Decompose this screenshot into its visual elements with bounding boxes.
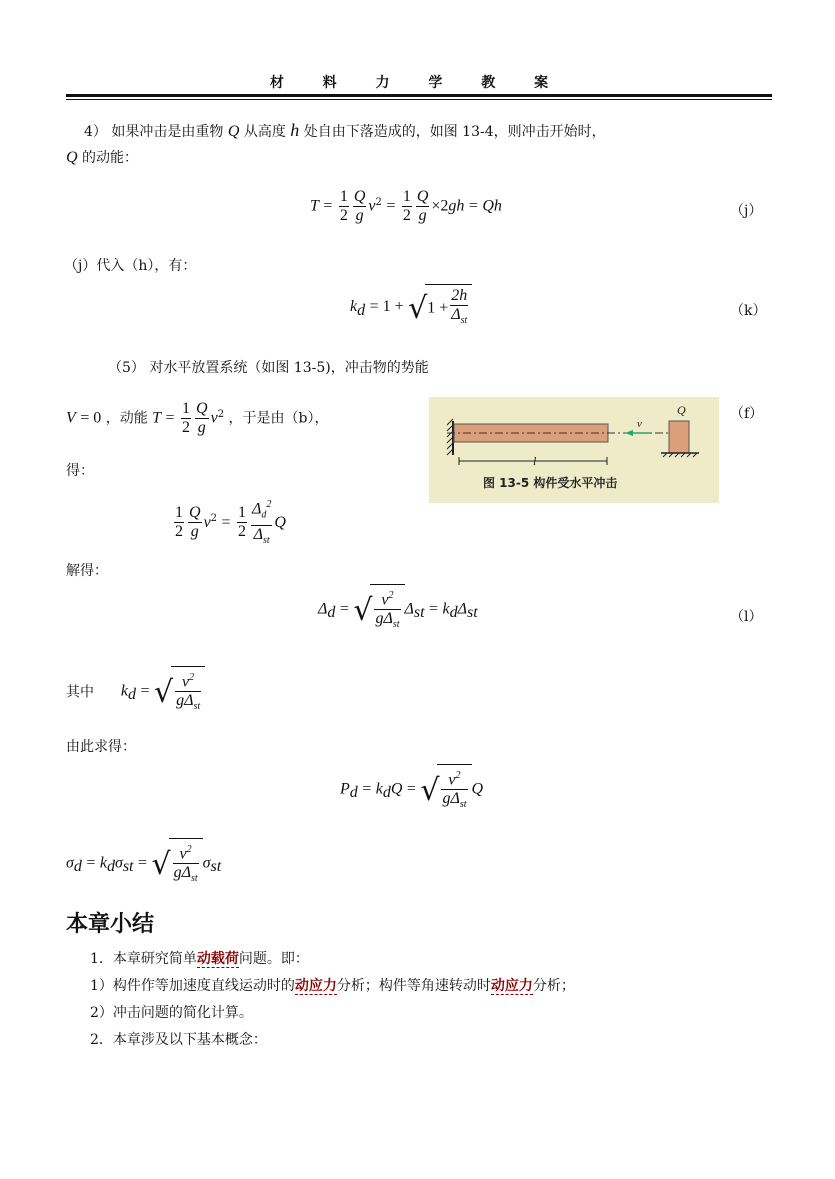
figure-label-l: l: [533, 454, 537, 468]
where-kd: 其中 $k_d$ = √ $\frac{v^2}{g\Delta_{st}}$: [66, 666, 205, 717]
summary-item3: 2）冲击问题的简化计算。: [90, 1005, 253, 1021]
para4-line1: [84, 120, 606, 141]
figure-caption: 图 13-5 构件受水平冲击: [483, 476, 618, 490]
symbol-Q: Q: [227, 123, 240, 140]
summary-item1-a: 1．本章研究简单: [90, 951, 197, 967]
summary-item2-c: 分析；: [532, 978, 575, 994]
summary-item2: [90, 975, 575, 995]
para4-line2: [66, 147, 138, 167]
para4-text-line2: 的动能：: [82, 150, 139, 166]
header-rule-thin: [66, 99, 772, 100]
solve-line: 解得：: [66, 563, 108, 579]
page-header: 材 料 力 学 教 案: [269, 75, 566, 91]
para5-de: 得：: [66, 463, 94, 479]
summary-item4: 2．本章涉及以下基本概念：: [90, 1032, 267, 1048]
equation-k-tag: （k）: [730, 303, 767, 319]
equation-l: $\Delta_d$ = √ $\frac{v^2}{g\Delta_{st}}$ $\Delta_{st} = k_d\Delta_{st}$: [318, 584, 478, 635]
figure-label-Q: Q: [677, 403, 686, 417]
summary-item2-a: 1）构件作等加速度直线运动时的: [90, 978, 295, 994]
substitute-line: （j）代入（h），有：: [64, 258, 197, 274]
figure-label-v: v: [637, 418, 642, 430]
keyword-dynamic-stress-2[interactable]: 动应力: [490, 978, 533, 994]
equation-pd: $P_d = k_dQ$ = √ $\frac{v^2}{g\Delta_{st}}$ Q: [340, 764, 483, 815]
summary-item2-b: 分析；构件等角速转动时: [336, 978, 491, 994]
where-label: 其中: [66, 684, 94, 701]
summary-item1-b: 问题。即：: [238, 951, 309, 967]
equation-j: T = $\frac{1}{2}$ $\frac{Q}{g}$ $v^2$ = $\frac{1}{2}$ $\frac{Q}{g}$ ×2gh = Qh: [310, 188, 502, 224]
equation-l-tag: （l）: [730, 609, 763, 625]
equation-k: $k_d = 1 + √1$ + $\frac{2h}{\Delta_{st}}$: [350, 284, 472, 330]
para4-text-b: 从高度: [243, 124, 286, 140]
keyword-dynamic-stress-1[interactable]: 动应力: [294, 978, 337, 994]
para5-line2: V = 0 ，动能 T = $\frac{1}{2}$ $\frac{Q}{g}$ $v^2$ ，于是由（b），: [66, 400, 329, 436]
para4-text-a: 4） 如果冲击是由重物: [84, 124, 224, 140]
figure-13-5: [429, 397, 719, 503]
para5-from-b: ，于是由（b），: [228, 410, 329, 427]
summary-heading: 本章小结: [66, 911, 155, 936]
para5-line1: （5） 对水平放置系统（如图 13-5)，冲击物的势能: [108, 360, 429, 376]
para4-text-c: 处自由下落造成的，如图 13-4，则冲击开始时，: [303, 124, 606, 140]
equation-sigma: $\sigma_d = k_d\sigma_{st}$ = √ $\frac{v^2}{g\Delta_{st}}$ $\sigma_{st}$: [66, 838, 221, 889]
equation-energy: $\frac{1}{2}$ $\frac{Q}{g}$ $v^2$ = $\frac{1}{2}$ $\frac{\Delta_d^2}{\Delta_{st}}$ Q: [172, 496, 286, 550]
symbol-Q-2: Q: [66, 149, 78, 166]
para5-energy: ，动能: [105, 410, 148, 427]
equation-f-tag: （f）: [730, 406, 764, 422]
keyword-dynamic-load[interactable]: 动载荷: [196, 951, 239, 967]
equation-j-tag: （j）: [730, 203, 763, 219]
symbol-h: h: [290, 120, 300, 140]
figure-diagram: [429, 397, 719, 503]
hence-line: 由此求得：: [66, 739, 136, 755]
summary-item1: [90, 948, 309, 968]
header-rule-thick: [66, 94, 772, 97]
